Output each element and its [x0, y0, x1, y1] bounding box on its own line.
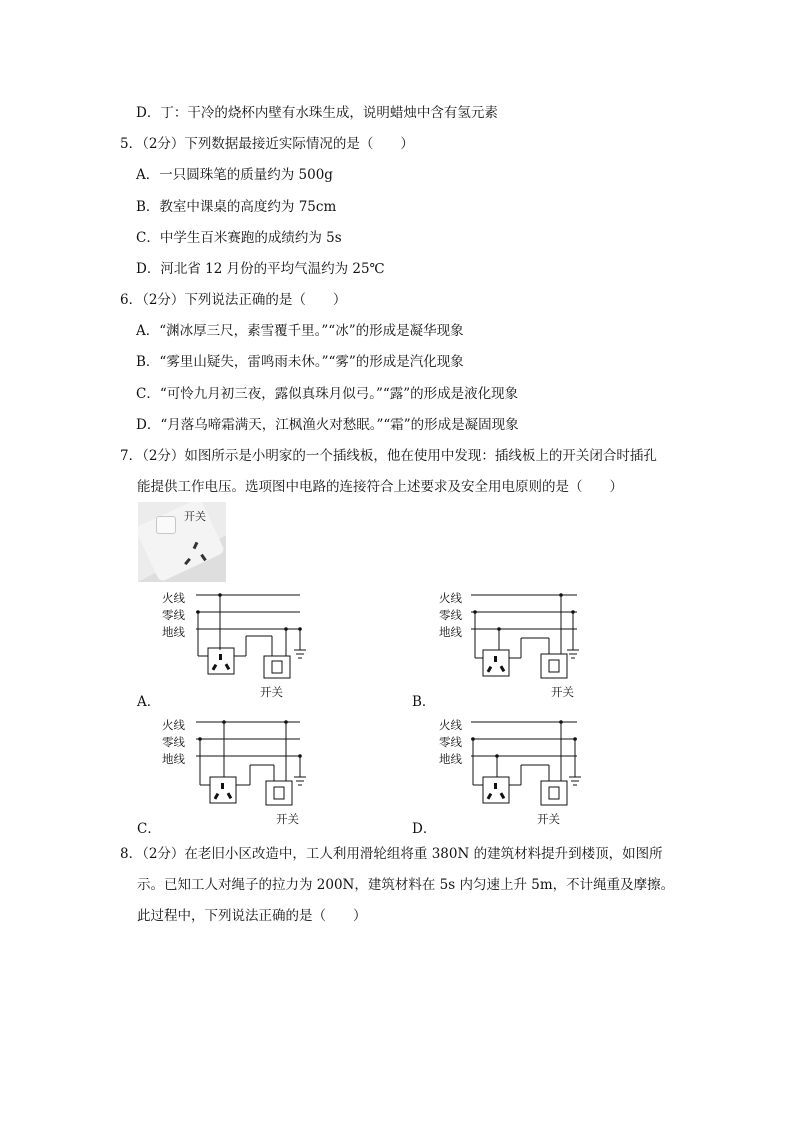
q7-option-c[interactable]: C．	[137, 821, 161, 837]
switch-label: 开关	[260, 685, 283, 699]
neutral-wire-label: 零线	[162, 608, 185, 622]
live-wire-label: 火线	[162, 718, 185, 732]
q6-option-d[interactable]: D．“月落乌啼霜满天，江枫渔火对愁眠。”“霜”的形成是凝固现象	[136, 417, 519, 433]
q7-option-b[interactable]: B．	[412, 694, 436, 710]
q4-option-d: D．丁：干冷的烧杯内壁有水珠生成，说明蜡烛中含有氢元素	[136, 105, 498, 121]
q7-option-d[interactable]: D．	[412, 821, 437, 837]
q6-option-a[interactable]: A．“渊冰厚三尺，素雪覆千里。”“冰”的形成是凝华现象	[136, 323, 464, 339]
switch-label: 开关	[537, 812, 560, 826]
q5-stem: 5．（2分）下列数据最接近实际情况的是（ ）	[120, 136, 414, 152]
ground-wire-label: 地线	[162, 752, 185, 766]
q6-option-c[interactable]: C．“可怜九月初三夜，露似真珠月似弓。”“露”的形成是液化现象	[136, 386, 519, 402]
neutral-wire-label: 零线	[162, 735, 185, 749]
neutral-wire-label: 零线	[439, 735, 462, 749]
switch-button-icon	[156, 516, 176, 534]
neutral-wire-label: 零线	[439, 608, 462, 622]
circuit-diagram-b	[437, 588, 597, 699]
q5-option-c[interactable]: C．中学生百米赛跑的成绩约为 5s	[136, 230, 342, 246]
photo-switch-label: 开关	[184, 510, 206, 523]
q5-option-a[interactable]: A．一只圆珠笔的质量约为 500g	[136, 167, 333, 183]
q7-stem-line1: 7．（2分）如图所示是小明家的一个插线板，他在使用中发现：插线板上的开关闭合时插孔	[120, 448, 657, 464]
q5-option-b[interactable]: B．教室中课桌的高度约为 75cm	[136, 199, 337, 215]
q5-option-d[interactable]: D．河北省 12 月份的平均气温约为 25℃	[136, 261, 385, 277]
circuit-diagram-c	[160, 715, 320, 826]
q6-stem: 6．（2分）下列说法正确的是（ ）	[120, 292, 347, 308]
q7-stem-line2: 能提供工作电压。选项图中电路的连接符合上述要求及安全用电原则的是（ ）	[137, 479, 623, 495]
circuit-diagram-d	[437, 715, 597, 826]
q7-option-a[interactable]: A．	[137, 694, 161, 710]
q8-stem-line2: 示。已知工人对绳子的拉力为 200N，建筑材料在 5s 内匀速上升 5m，不计绳重及摩擦。	[137, 877, 675, 893]
live-wire-label: 火线	[439, 718, 462, 732]
power-strip-photo	[138, 502, 226, 582]
circuit-diagram-a	[160, 588, 320, 699]
ground-wire-label: 地线	[162, 625, 185, 639]
ground-wire-label: 地线	[439, 752, 462, 766]
switch-label: 开关	[551, 685, 574, 699]
switch-label: 开关	[276, 812, 299, 826]
q6-option-b[interactable]: B．“雾里山疑失，雷鸣雨未休。”“雾”的形成是汽化现象	[136, 354, 464, 370]
q8-stem-line3: 此过程中，下列说法正确的是（ ）	[137, 908, 367, 924]
ground-wire-label: 地线	[439, 625, 462, 639]
live-wire-label: 火线	[439, 591, 462, 605]
q8-stem-line1: 8．（2分）在老旧小区改造中，工人利用滑轮组将重 380N 的建筑材料提升到楼顶，如图所	[120, 846, 663, 862]
live-wire-label: 火线	[162, 591, 185, 605]
